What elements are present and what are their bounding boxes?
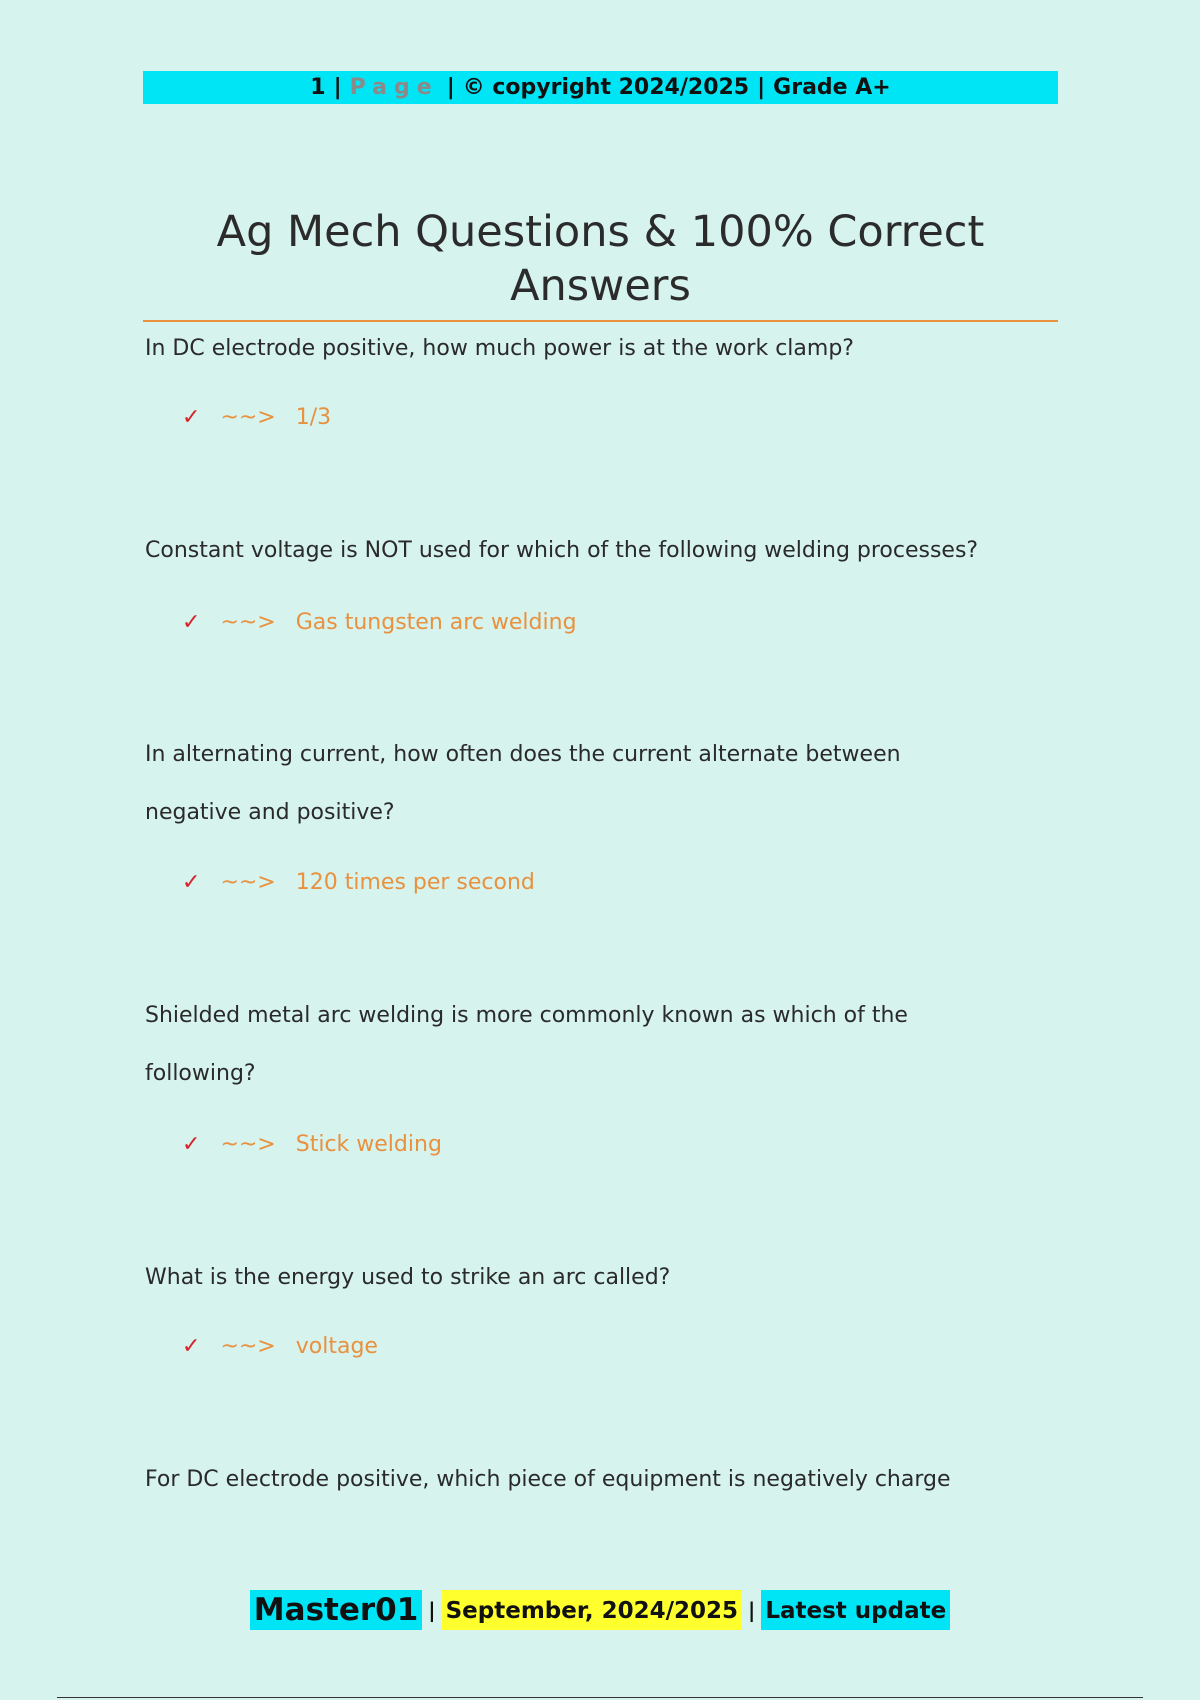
answer-3 [182, 870, 535, 895]
check-icon: ✓ [182, 870, 201, 895]
grade-text: Grade A+ [773, 75, 891, 100]
arrow-icon: ~~> [220, 1132, 276, 1157]
bottom-divider [57, 1697, 1143, 1698]
arrow-icon: ~~> [220, 610, 276, 635]
check-icon: ✓ [182, 1132, 201, 1157]
page-header-bar [143, 71, 1058, 104]
header-separator: | [333, 75, 342, 100]
answer-1 [182, 405, 331, 430]
check-icon: ✓ [182, 1334, 201, 1359]
answer-4 [182, 1132, 442, 1157]
arrow-icon: ~~> [220, 1334, 276, 1359]
footer-separator: | [428, 1598, 436, 1622]
arrow-icon: ~~> [220, 870, 276, 895]
answer-text: Gas tungsten arc welding [295, 610, 577, 635]
check-icon: ✓ [182, 405, 201, 430]
page-label: Page [349, 75, 439, 100]
question-6: For DC electrode positive, which piece of equipment is negatively charge [145, 1467, 951, 1492]
question-2: Constant voltage is NOT used for which of the following welding processes? [145, 538, 979, 563]
question-1: In DC electrode positive, how much power is at the work clamp? [145, 336, 854, 361]
answer-text: voltage [295, 1334, 378, 1359]
answer-2 [182, 610, 577, 635]
question-5: What is the energy used to strike an arc called? [145, 1265, 671, 1290]
footer-brand: Master01 [250, 1590, 423, 1630]
document-title: Ag Mech Questions & 100% Correct Answers [216, 207, 985, 311]
page-number: 1 [310, 75, 326, 100]
question-3: In alternating current, how often does the current alternate between negative and positive? [145, 742, 901, 825]
footer-separator: | [748, 1598, 756, 1622]
check-icon: ✓ [182, 610, 201, 635]
page-footer [0, 1590, 1200, 1630]
question-4: Shielded metal arc welding is more commonly known as which of the following? [145, 1003, 908, 1086]
copyright-text: © copyright 2024/2025 [462, 75, 750, 100]
header-separator: | [757, 75, 766, 100]
answer-text: Stick welding [295, 1132, 442, 1157]
arrow-icon: ~~> [220, 405, 276, 430]
answer-5 [182, 1334, 378, 1359]
answer-text: 1/3 [295, 405, 332, 430]
answer-text: 120 times per second [295, 870, 535, 895]
header-separator: | [446, 75, 455, 100]
footer-date: September, 2024/2025 [442, 1590, 742, 1630]
footer-latest-update: Latest update [761, 1590, 950, 1630]
